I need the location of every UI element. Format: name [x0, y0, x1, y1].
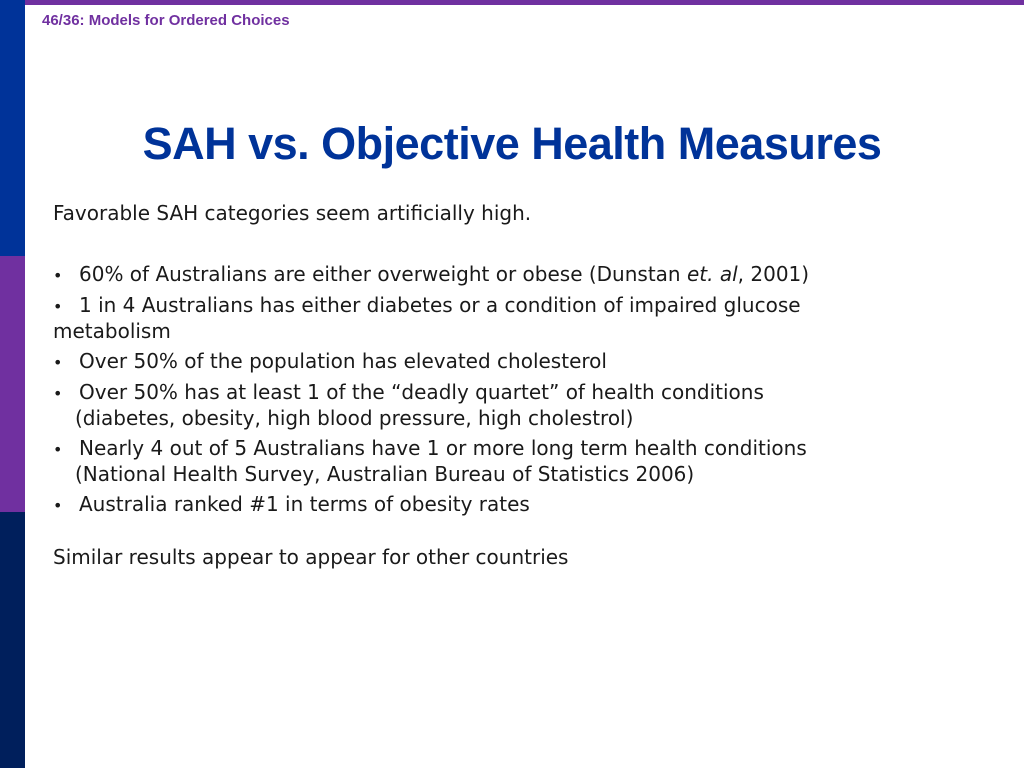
bullet-item — [53, 262, 1003, 288]
slide-header: 46/36: Models for Ordered Choices — [42, 12, 290, 29]
bullet-text-continuation: metabolism — [53, 319, 171, 343]
bullet-dot-icon: • — [53, 496, 63, 515]
intro-text: Favorable SAH categories seem artificially high. — [53, 201, 532, 225]
bullet-item — [53, 380, 1003, 431]
bullet-item — [53, 293, 1003, 344]
left-accent-bar-purple — [0, 256, 25, 512]
bullet-dot-icon: • — [53, 353, 63, 372]
bullet-item — [53, 349, 1003, 375]
bullet-text: , 2001) — [737, 262, 810, 286]
left-accent-bar-navy — [0, 512, 25, 768]
bullet-text-continuation: (National Health Survey, Australian Bureau of Statistics 2006) — [75, 462, 695, 486]
top-accent-bar — [0, 0, 1024, 5]
slide-title: SAH vs. Objective Health Measures — [142, 118, 882, 169]
bullet-text: Australia ranked #1 in terms of obesity rates — [79, 492, 530, 516]
bullet-list — [53, 262, 1003, 523]
bullet-text: 60% of Australians are either overweight or obese (Dunstan — [79, 262, 687, 286]
bullet-dot-icon: • — [53, 266, 63, 285]
bullet-text: 1 in 4 Australians has either diabetes or a condition of impaired glucose — [79, 293, 801, 317]
bullet-text: Over 50% of the population has elevated cholesterol — [79, 349, 607, 373]
bullet-text-continuation: (diabetes, obesity, high blood pressure, high cholestrol) — [75, 406, 634, 430]
bullet-text: Nearly 4 out of 5 Australians have 1 or more long term health conditions — [79, 436, 807, 460]
bullet-dot-icon: • — [53, 440, 63, 459]
bullet-item — [53, 436, 1003, 487]
bullet-text-italic: et. al — [686, 262, 738, 286]
bullet-text: Over 50% has at least 1 of the “deadly quartet” of health conditions — [79, 380, 764, 404]
bullet-dot-icon: • — [53, 297, 63, 316]
closing-text: Similar results appear to appear for other countries — [53, 545, 569, 569]
bullet-dot-icon: • — [53, 384, 63, 403]
bullet-item — [53, 492, 1003, 518]
